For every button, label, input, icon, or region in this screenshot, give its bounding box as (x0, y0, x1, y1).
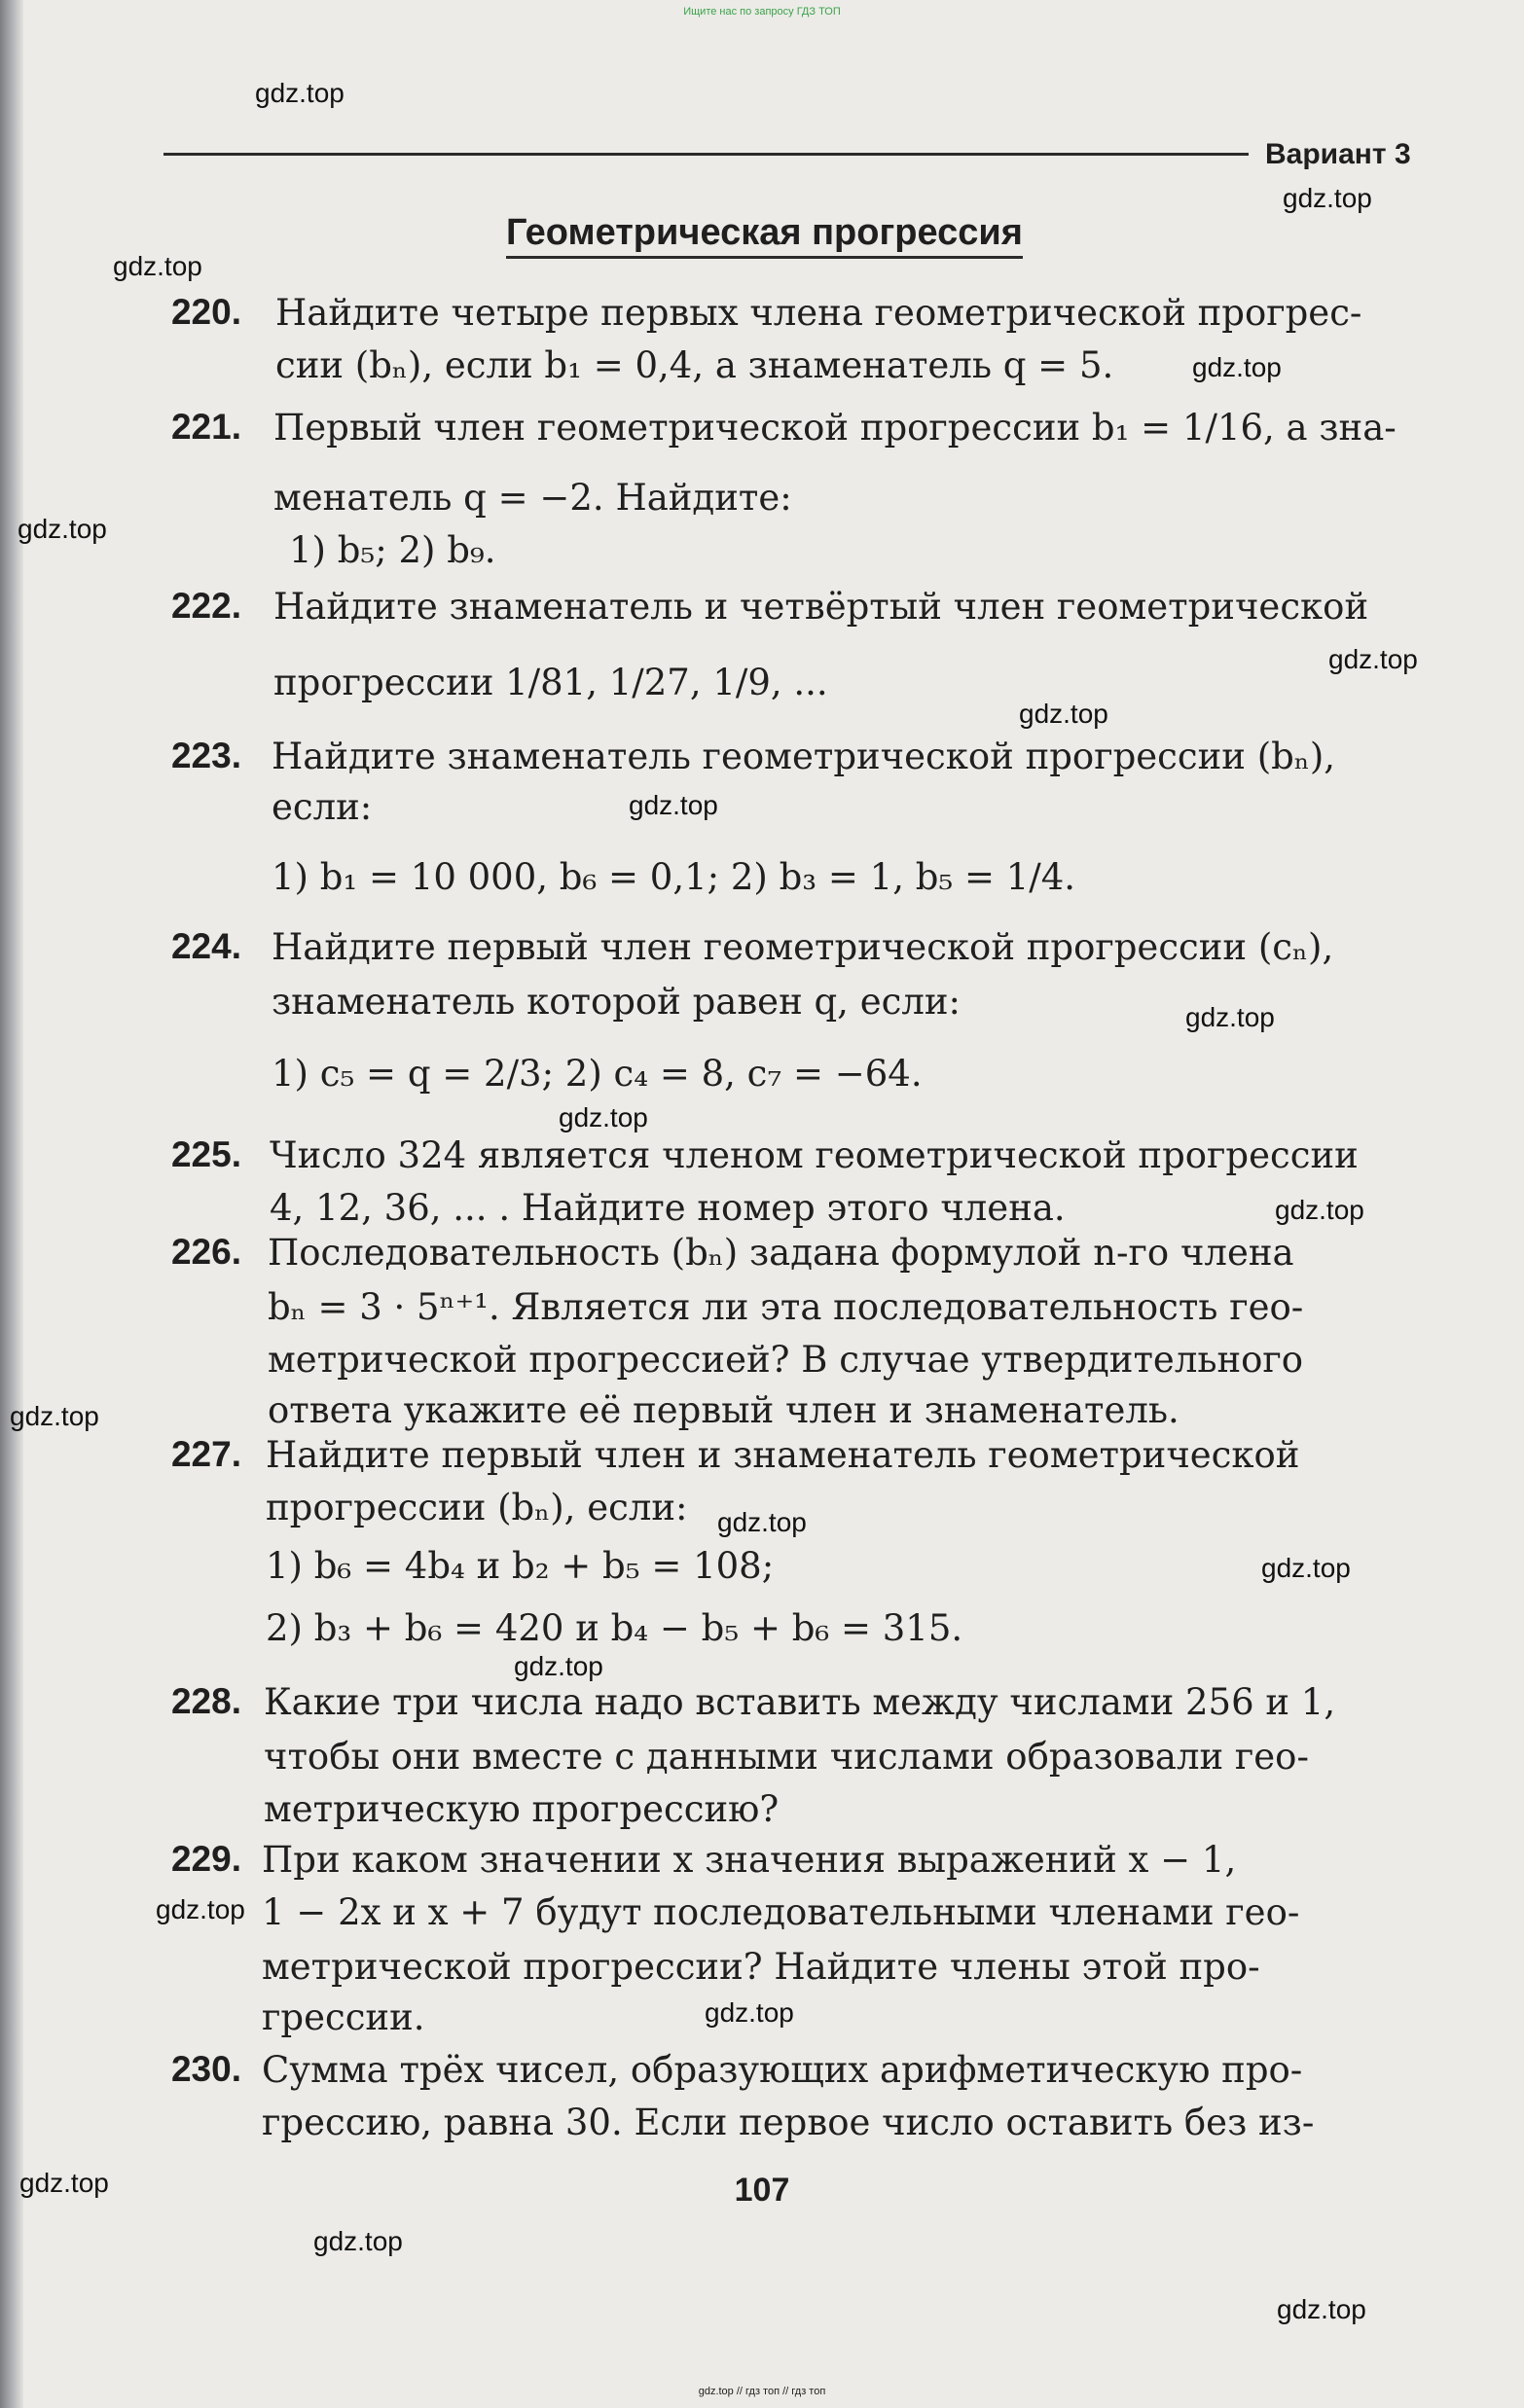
problem-number: 224. (170, 926, 241, 966)
problem-number: 225. (170, 1134, 241, 1174)
watermark: gdz.top (1185, 1002, 1275, 1032)
problem-number: 227. (170, 1434, 241, 1474)
watermark: gdz.top (1261, 1553, 1351, 1583)
watermark: gdz.top (313, 2226, 403, 2256)
problem-line: При каком значении x значения выражений x − 1, (262, 1839, 1237, 1881)
watermark: gdz.top (18, 514, 107, 544)
problem-line: 1 − 2x и x + 7 будут последовательными членами гео- (262, 1891, 1300, 1933)
watermark: gdz.top (255, 78, 345, 108)
problem-line: если: (272, 786, 373, 828)
watermark: gdz.top (156, 1894, 245, 1924)
problem-line: Какие три числа надо вставить между числами 256 и 1, (264, 1681, 1336, 1723)
problem-line: грессию, равна 30. Если первое число оставить без из- (262, 2102, 1315, 2143)
watermark: gdz.top (1192, 352, 1282, 382)
problem-number: 220. (170, 292, 241, 332)
book-spine-shadow (0, 0, 23, 2408)
problem-line: прогрессии 1/81, 1/27, 1/9, ... (273, 662, 828, 703)
watermark: gdz.top (629, 790, 718, 820)
watermark: gdz.top (19, 2168, 109, 2198)
problem-line: Найдите первый член и знаменатель геометрической (266, 1434, 1300, 1476)
watermark: gdz.top (113, 251, 202, 281)
problem-line: прогрессии (bₙ), если: (266, 1487, 688, 1528)
watermark: gdz.top (1277, 2294, 1366, 2324)
problem-line: знаменатель которой равен q, если: (272, 981, 961, 1023)
problem-number: 228. (170, 1681, 241, 1721)
top-search-note: Ищите нас по запросу ГДЗ ТОП (683, 6, 841, 18)
bottom-note: gdz.top // гдз топ // гдз топ (698, 2386, 826, 2397)
problem-line: метрической прогрессией? В случае утвердительного (268, 1339, 1304, 1381)
problem-line: Число 324 является членом геометрической прогрессии (270, 1134, 1359, 1176)
watermark: gdz.top (10, 1401, 99, 1431)
watermark: gdz.top (1275, 1195, 1364, 1225)
problem-line: метрическую прогрессию? (264, 1788, 780, 1830)
problem-line: 1) b₅; 2) b₉. (289, 529, 496, 571)
problem-line: 2) b₃ + b₆ = 420 и b₄ − b₅ + b₆ = 315. (266, 1607, 963, 1649)
watermark: gdz.top (705, 1997, 794, 2028)
watermark: gdz.top (1019, 699, 1108, 729)
variant-label: Вариант 3 (1265, 138, 1411, 170)
watermark: gdz.top (514, 1651, 603, 1681)
problem-number: 222. (170, 586, 241, 626)
problem-line: 4, 12, 36, ... . Найдите номер этого члена. (270, 1187, 1066, 1229)
problem-number: 221. (170, 407, 241, 447)
problem-number: 230. (170, 2049, 241, 2089)
problem-line: 1) b₆ = 4b₄ и b₂ + b₅ = 108; (266, 1545, 775, 1587)
problem-line: Найдите первый член геометрической прогрессии (cₙ), (272, 926, 1334, 968)
page-number: 107 (734, 2172, 790, 2209)
problem-line: менатель q = −2. Найдите: (273, 477, 792, 519)
problem-line: метрической прогрессии? Найдите члены этой про- (262, 1946, 1260, 1988)
problem-line: сии (bₙ), если b₁ = 0,4, а знаменатель q = 5. (275, 344, 1114, 386)
problem-line: Последовательность (bₙ) задана формулой n-го члена (268, 1232, 1294, 1274)
page-title: Геометрическая прогрессия (506, 212, 1023, 259)
watermark: gdz.top (559, 1102, 648, 1132)
problem-number: 226. (170, 1232, 241, 1272)
problem-line: 1) b₁ = 10 000, b₆ = 0,1; 2) b₃ = 1, b₅ = 1/4. (272, 856, 1076, 898)
problem-line: Найдите знаменатель геометрической прогрессии (bₙ), (272, 736, 1336, 777)
problem-line: Найдите четыре первых члена геометрической прогрес- (275, 292, 1362, 334)
problem-line: грессии. (262, 1996, 425, 2038)
problem-line: Сумма трёх чисел, образующих арифметическую про- (262, 2049, 1303, 2091)
problem-number: 223. (170, 736, 241, 775)
problem-line: чтобы они вместе с данными числами образовали гео- (264, 1736, 1309, 1778)
watermark: gdz.top (1283, 183, 1372, 213)
problem-line: ответа укажите её первый член и знаменатель. (268, 1389, 1179, 1431)
header-rule (163, 153, 1249, 156)
watermark: gdz.top (717, 1507, 807, 1537)
problem-line: 1) c₅ = q = 2/3; 2) c₄ = 8, c₇ = −64. (272, 1053, 923, 1095)
problem-line: Первый член геометрической прогрессии b₁ = 1/16, а зна- (273, 407, 1397, 449)
problem-line: bₙ = 3 · 5ⁿ⁺¹. Является ли эта последовательность гео- (268, 1286, 1304, 1328)
problem-line: Найдите знаменатель и четвёртый член геометрической (273, 586, 1369, 628)
watermark: gdz.top (1328, 644, 1418, 674)
problem-number: 229. (170, 1839, 241, 1879)
